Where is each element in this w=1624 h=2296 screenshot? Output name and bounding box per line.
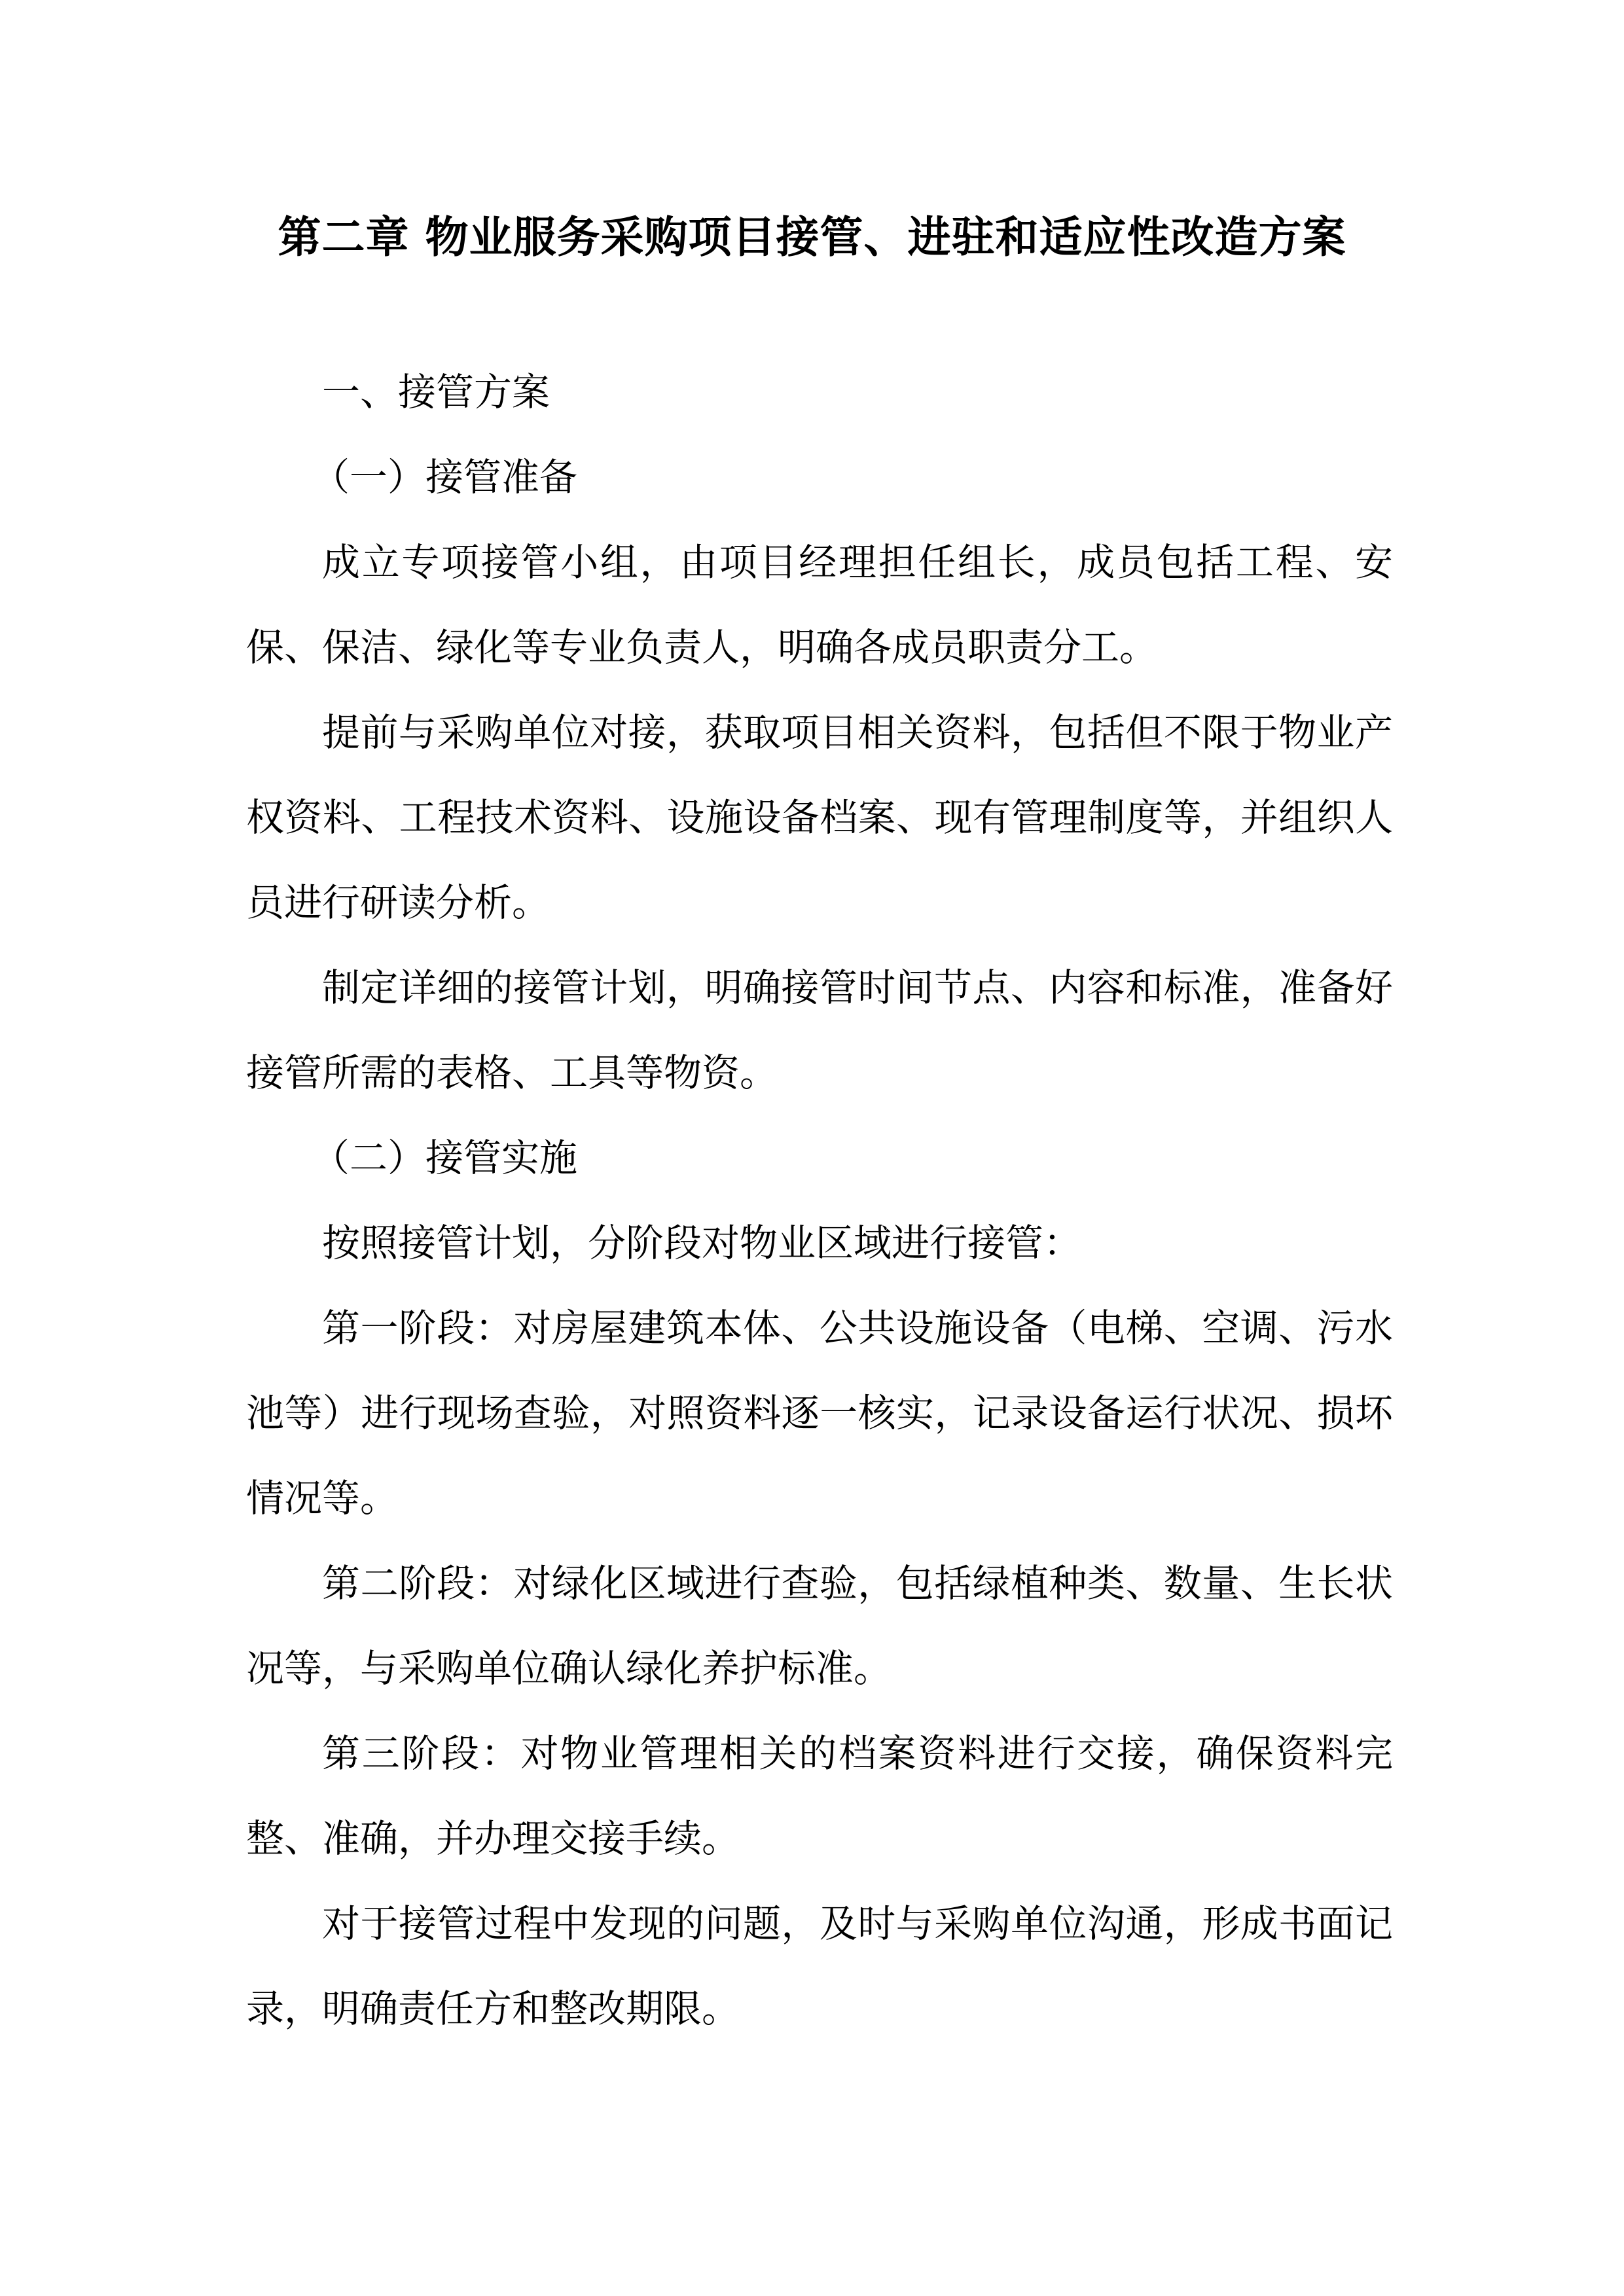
paragraph: 第二阶段：对绿化区域进行查验，包括绿植种类、数量、生长状况等，与采购单位确认绿化养护标准。 bbox=[246, 1561, 1393, 1691]
paragraph: 提前与采购单位对接，获取项目相关资料，包括但不限于物业产权资料、工程技术资料、设施设备档案、现有管理制度等，并组织人员进行研读分析。 bbox=[246, 710, 1393, 925]
paragraph: 第一阶段：对房屋建筑本体、公共设施设备（电梯、空调、污水池等）进行现场查验，对照资料逐一核实，记录设备运行状况、损坏情况等。 bbox=[246, 1306, 1393, 1520]
paragraph: 第三阶段：对物业管理相关的档案资料进行交接，确保资料完整、准确，并办理交接手续。 bbox=[246, 1731, 1393, 1861]
paragraph: 制定详细的接管计划，明确接管时间节点、内容和标准，准备好接管所需的表格、工具等物资。 bbox=[246, 965, 1393, 1095]
paragraph: 按照接管计划，分阶段对物业区域进行接管： bbox=[322, 1221, 1082, 1265]
subsection-heading: （二）接管实施 bbox=[312, 1136, 578, 1180]
subsection-heading: （一）接管准备 bbox=[312, 455, 578, 499]
chapter-title: 第二章 物业服务采购项目接管、进驻和适应性改造方案 bbox=[278, 212, 1346, 262]
paragraph: 成立专项接管小组，由项目经理担任组长，成员包括工程、安保、保洁、绿化等专业负责人，明确各成员职责分工。 bbox=[246, 540, 1393, 670]
paragraph: 对于接管过程中发现的问题，及时与采购单位沟通，形成书面记录，明确责任方和整改期限。 bbox=[246, 1901, 1393, 2031]
document-body bbox=[246, 350, 1393, 2051]
section-heading: 一、接管方案 bbox=[322, 370, 550, 414]
